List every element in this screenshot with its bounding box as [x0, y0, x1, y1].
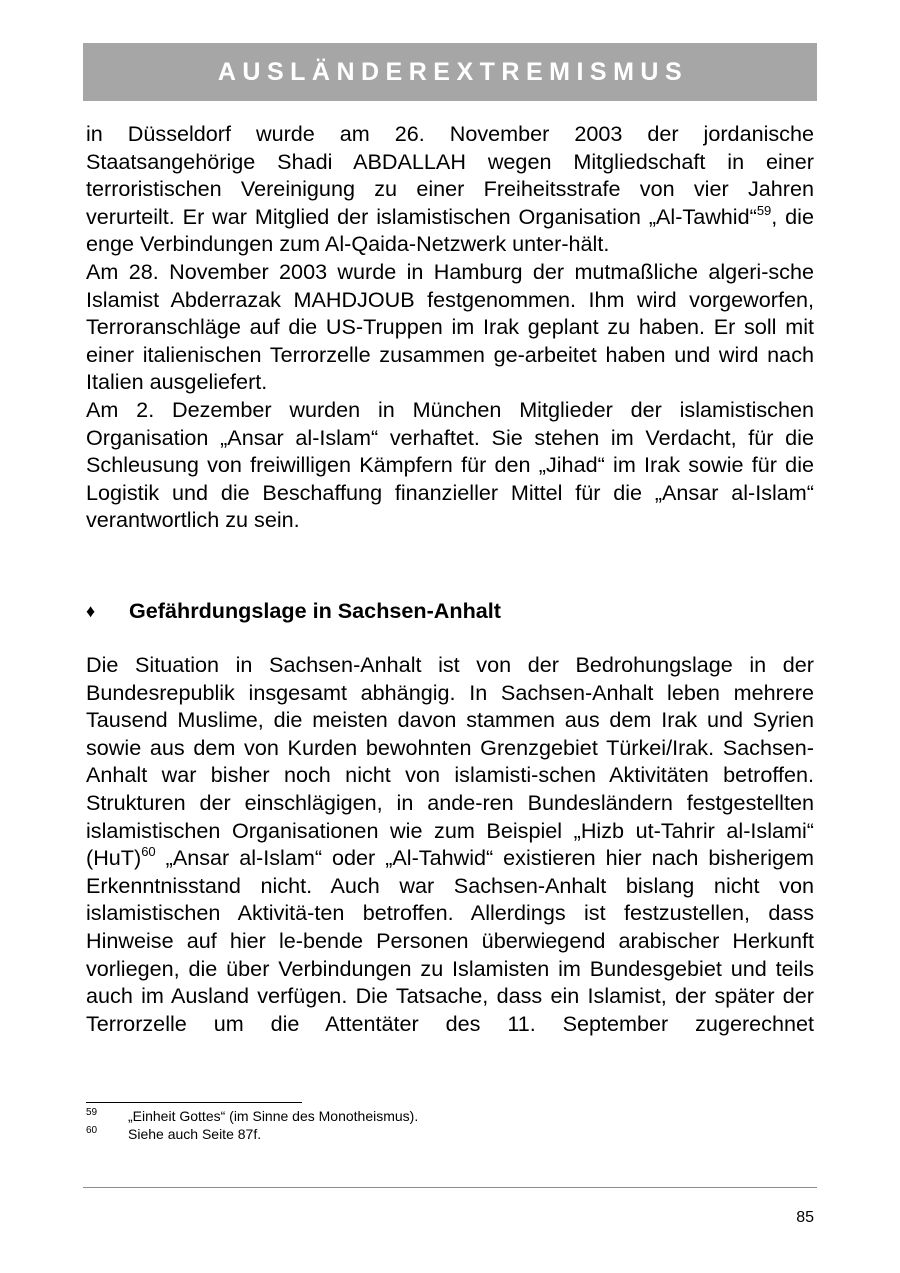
footnote-text: „Einheit Gottes“ (im Sinne des Monotheismus).	[128, 1108, 419, 1124]
diamond-bullet-icon: ♦	[86, 600, 96, 621]
paragraph-sachsen-anhalt	[86, 651, 814, 1037]
footnote-ref-59[interactable]: 59	[756, 202, 772, 218]
paragraph-text: in Düsseldorf wurde am 26. November 2003 der jordanische Staatsangehörige Shadi ABDALLAH wegen Mitgliedschaft in einer terroristischen Vereinigung zu einer Freiheitsstrafe von vier Jahren verurteilt. Er war Mitglied der islamistischen Organisation „Al-Tawhid“	[86, 121, 814, 229]
paragraph-text: Die Situation in Sachsen-Anhalt ist von der Bedrohungslage in der Bundesrepublik insgesamt abhängig. In Sachsen-Anhalt leben mehrere Tausend Muslime, die meisten davon stammen aus dem Irak und Syrien sowie aus dem von Kurden bewohnten Grenzgebiet Türkei/Irak. Sachsen-Anhalt war bisher noch nicht von islamisti-schen Aktivitäten betroffen. Strukturen der einschlägigen, in ande-ren Bundesländern festgestellten islamistischen Organisationen wie zum Beispiel „Hizb ut-Tahrir al-Islami“ (HuT)	[86, 652, 814, 871]
paragraph-hamburg: Am 28. November 2003 wurde in Hamburg der mutmaßliche algeri-sche Islamist Abderrazak MAHDJOUB festgenommen. Ihm wird vorgeworfen, Terroranschläge auf die US-Truppen im Irak geplant zu haben. Er soll mit einer italienischen Terrorzelle zusammen ge-arbeitet haben und wird nach Italien ausgeliefert.	[86, 258, 814, 395]
page-number: 85	[796, 1209, 814, 1226]
footnote-text: Siehe auch Seite 87f.	[128, 1126, 262, 1142]
paragraph-text: „Ansar al-Islam“ oder „Al-Tahwid“ existieren hier nach bisherigem Erkenntnisstand nicht. Auch war Sachsen-Anhalt bislang nicht von islamistischen Aktivitä-ten betroffen. Allerdings ist festzustellen, dass Hinweise auf hier le-bende Personen überwiegend arabischer Herkunft vorliegen, die über Verbindungen zu Islamisten im Bundesgebiet und teils auch im Ausland verfügen. Die Tatsache, dass ein Islamist, der später der Terrorzelle um die Attentäter des 11. September zugerechnet	[86, 845, 814, 1036]
body-text	[86, 120, 814, 534]
paragraph-text: , die enge Verbindungen zum Al-Qaida-Netzwerk unter-hält.	[86, 203, 814, 257]
section-heading	[86, 597, 814, 625]
footnote-number: 60	[86, 1125, 98, 1136]
footnote-separator	[86, 1102, 302, 1103]
paragraph-muenchen: Am 2. Dezember wurden in München Mitglieder der islamistischen Organisation „Ansar al-Islam“ verhaftet. Sie stehen im Verdacht, für die Schleusung von freiwilligen Kämpfern für den „Jihad“ im Irak sowie für die Logistik und die Beschaffung finanzieller Mittel für die „Ansar al-Islam“ verantwortlich zu sein.	[86, 396, 814, 533]
running-header-title: AUSLÄNDEREXTREMISMUS	[217, 57, 689, 86]
section-heading-text: Gefährdungslage in Sachsen-Anhalt	[129, 598, 501, 623]
footnote-ref-60[interactable]: 60	[141, 844, 156, 860]
page-header-band	[83, 43, 817, 101]
paragraph-duesseldorf	[86, 120, 814, 258]
footer-divider	[83, 1187, 817, 1188]
footnote-number: 59	[86, 1107, 98, 1118]
